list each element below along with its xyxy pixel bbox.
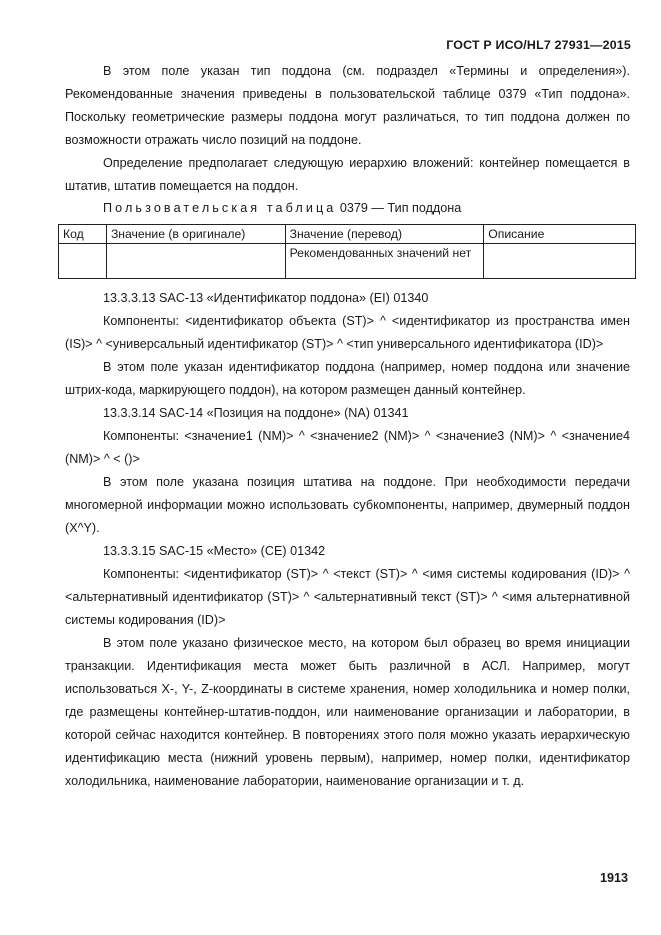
page-content xyxy=(65,60,630,793)
section-heading-sac14: 13.3.3.14 SAC-14 «Позиция на поддоне» (NA) 01341 xyxy=(103,406,409,420)
column-header-code: Код xyxy=(59,225,107,244)
table-cell-code xyxy=(59,244,107,279)
column-header-original-value: Значение (в оригинале) xyxy=(106,225,285,244)
table-header-row xyxy=(59,225,636,244)
table-cell-original-value xyxy=(106,244,285,279)
paragraph: Компоненты: <идентификатор (ST)> ^ <текст (ST)> ^ <имя системы кодирования (ID)> ^ <альтернативный идентификатор (ST)> ^ <альтернативный текст (ST)> ^ <имя альтернативной системы кодирования (ID)> xyxy=(65,567,630,627)
paragraph: Компоненты: <идентификатор объекта (ST)> ^ <идентификатор из пространства имен (IS)> ^ <универсальный идентификатор (ST)> ^ <тип универсального идентификатора (ID)> xyxy=(65,314,630,351)
pallet-type-table xyxy=(58,224,636,279)
paragraph: В этом поле указана позиция штатива на поддоне. При необходимости передачи многомерной информации можно использовать субкомпоненты, например, двумерный поддон (X^Y). xyxy=(65,475,630,535)
table-cell-translated-value: Рекомендованных значений нет xyxy=(285,244,484,279)
paragraph: Компоненты: <значение1 (NM)> ^ <значение2 (NM)> ^ <значение3 (NM)> ^ <значение4 (NM)> ^ < ()> xyxy=(65,429,630,466)
page-number: 1913 xyxy=(599,871,628,885)
paragraph: В этом поле указан тип поддона (см. подраздел «Термины и определения»). Рекомендованные значения приведены в пользовательской таблице 0379 «Тип поддона». Поскольку геометрические размеры поддона могут различаться, то тип поддона должен по возможности отражать число позиций на поддоне. xyxy=(65,64,630,147)
paragraph: Определение предполагает следующую иерархию вложений: контейнер помещается в штатив, штатив помещается на поддон. xyxy=(65,156,630,193)
standard-header: ГОСТ Р ИСО/HL7 27931—2015 xyxy=(446,38,631,52)
table-caption-prefix: Пользовательская таблица xyxy=(103,201,337,215)
section-heading-sac15: 13.3.3.15 SAC-15 «Место» (CE) 01342 xyxy=(103,544,326,558)
table-row xyxy=(59,244,636,279)
table-caption-title: 0379 — Тип поддона xyxy=(336,201,462,215)
column-header-translated-value: Значение (перевод) xyxy=(285,225,484,244)
paragraph: В этом поле указан идентификатор поддона (например, номер поддона или значение штрих-кода, маркирующего поддон), на котором размещен данный контейнер. xyxy=(65,360,630,397)
table-caption xyxy=(103,198,630,218)
table-cell-description xyxy=(484,244,636,279)
column-header-description: Описание xyxy=(484,225,636,244)
section-heading-sac13: 13.3.3.13 SAC-13 «Идентификатор поддона» (EI) 01340 xyxy=(103,291,429,305)
paragraph: В этом поле указано физическое место, на котором был образец во время инициации транзакции. Идентификация места может быть различной в АСЛ. Например, могут использоваться X-, Y-, Z-координаты в системе хранения, номер холодильника и номер полки, где размещены контейнер-штатив-поддон, или наименование организации и лаборатории, в которой сейчас находится контейнер. В повторениях этого поля можно указать иерархическую идентификацию места (нижний уровень первым), например, номер полки, идентификатор холодильника, наименование лаборатории, наименование организации и т. д. xyxy=(65,636,630,788)
